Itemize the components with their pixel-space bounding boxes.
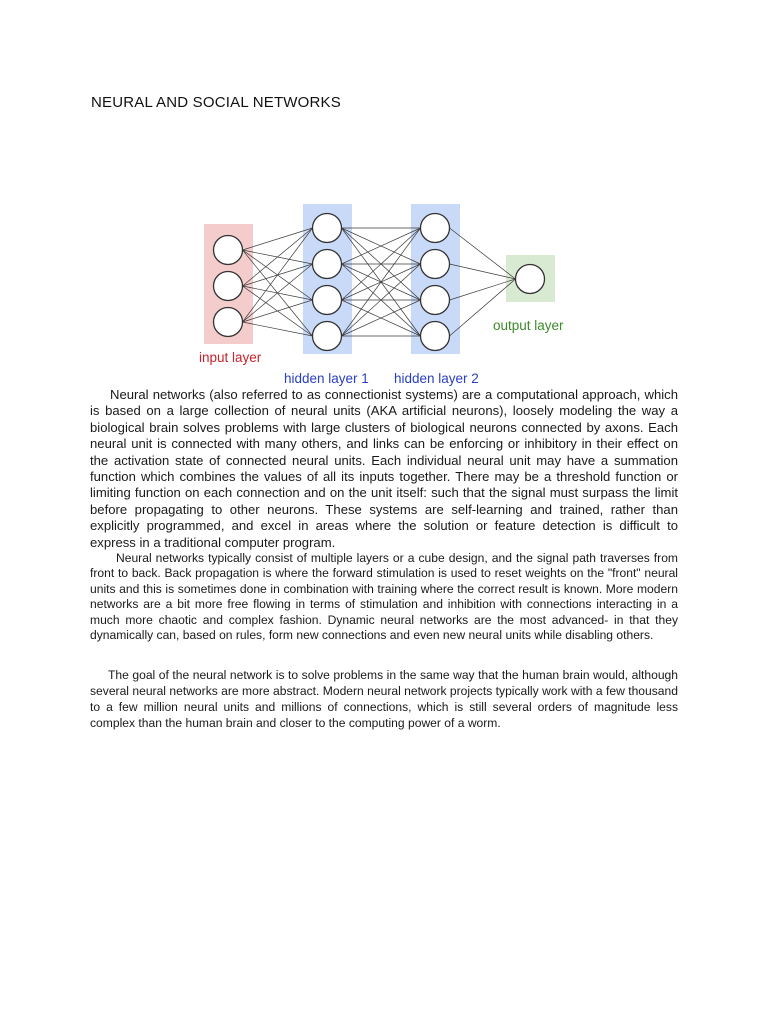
hidden-1-neuron <box>313 214 342 243</box>
input-neuron <box>214 308 243 337</box>
input-layer-label: input layer <box>199 350 262 365</box>
neural-network-diagram <box>190 198 590 390</box>
input-neuron <box>214 236 243 265</box>
output-layer-label: output layer <box>493 318 564 333</box>
hidden-layer-2-label: hidden layer 2 <box>394 371 479 386</box>
page-title: NEURAL AND SOCIAL NETWORKS <box>91 94 341 111</box>
hidden-1-neuron <box>313 322 342 351</box>
paragraph-layers-and-backpropagation: Neural networks typically consist of multiple layers or a cube design, and the signal path traverses from front to back. Back propagation is where the forward stimulation is used to reset weights on the "front" neural units and this is sometimes done in combination with training where the correct result is known. More modern networks are a bit more free flowing in terms of stimulation and inhibition with connections interacting in a much more chaotic and complex fashion. Dynamic neural networks are the most advanced- in that they dynamically can, based on rules, form new connections and even new neural units while disabling others. <box>90 551 678 643</box>
hidden-layer-1-label: hidden layer 1 <box>284 371 369 386</box>
hidden-2-neuron <box>421 286 450 315</box>
output-neuron <box>516 265 545 294</box>
paragraph-goal-of-neural-network: The goal of the neural network is to solve problems in the same way that the human brain would, although several neural networks are more abstract. Modern neural network projects typically work with a few thousand to a few million neural units and millions of connections, which is still several orders of magnitude less complex than the human brain and closer to the computing power of a worm. <box>90 668 678 730</box>
input-neuron <box>214 272 243 301</box>
hidden-2-neuron <box>421 250 450 279</box>
hidden-2-neuron <box>421 214 450 243</box>
hidden-1-neuron <box>313 286 342 315</box>
hidden-2-neuron <box>421 322 450 351</box>
connections <box>243 228 516 336</box>
hidden-1-neuron <box>313 250 342 279</box>
paragraph-neural-networks-intro: Neural networks (also referred to as connectionist systems) are a computational approach, which is based on a large collection of neural units (AKA artificial neurons), loosely modeling the way a biological brain solves problems with large clusters of biological neurons connected by axons. Each neural unit is connected with many others, and links can be enforcing or inhibitory in their effect on the activation state of connected neural units. Each individual neural unit may have a summation function which combines the values of all its inputs together. There may be a threshold function or limiting function on each connection and on the unit itself: such that the signal must surpass the limit before propagating to other neurons. These systems are self-learning and trained, rather than explicitly programmed, and excel in areas where the solution or feature detection is difficult to express in a traditional computer program. <box>90 387 678 550</box>
